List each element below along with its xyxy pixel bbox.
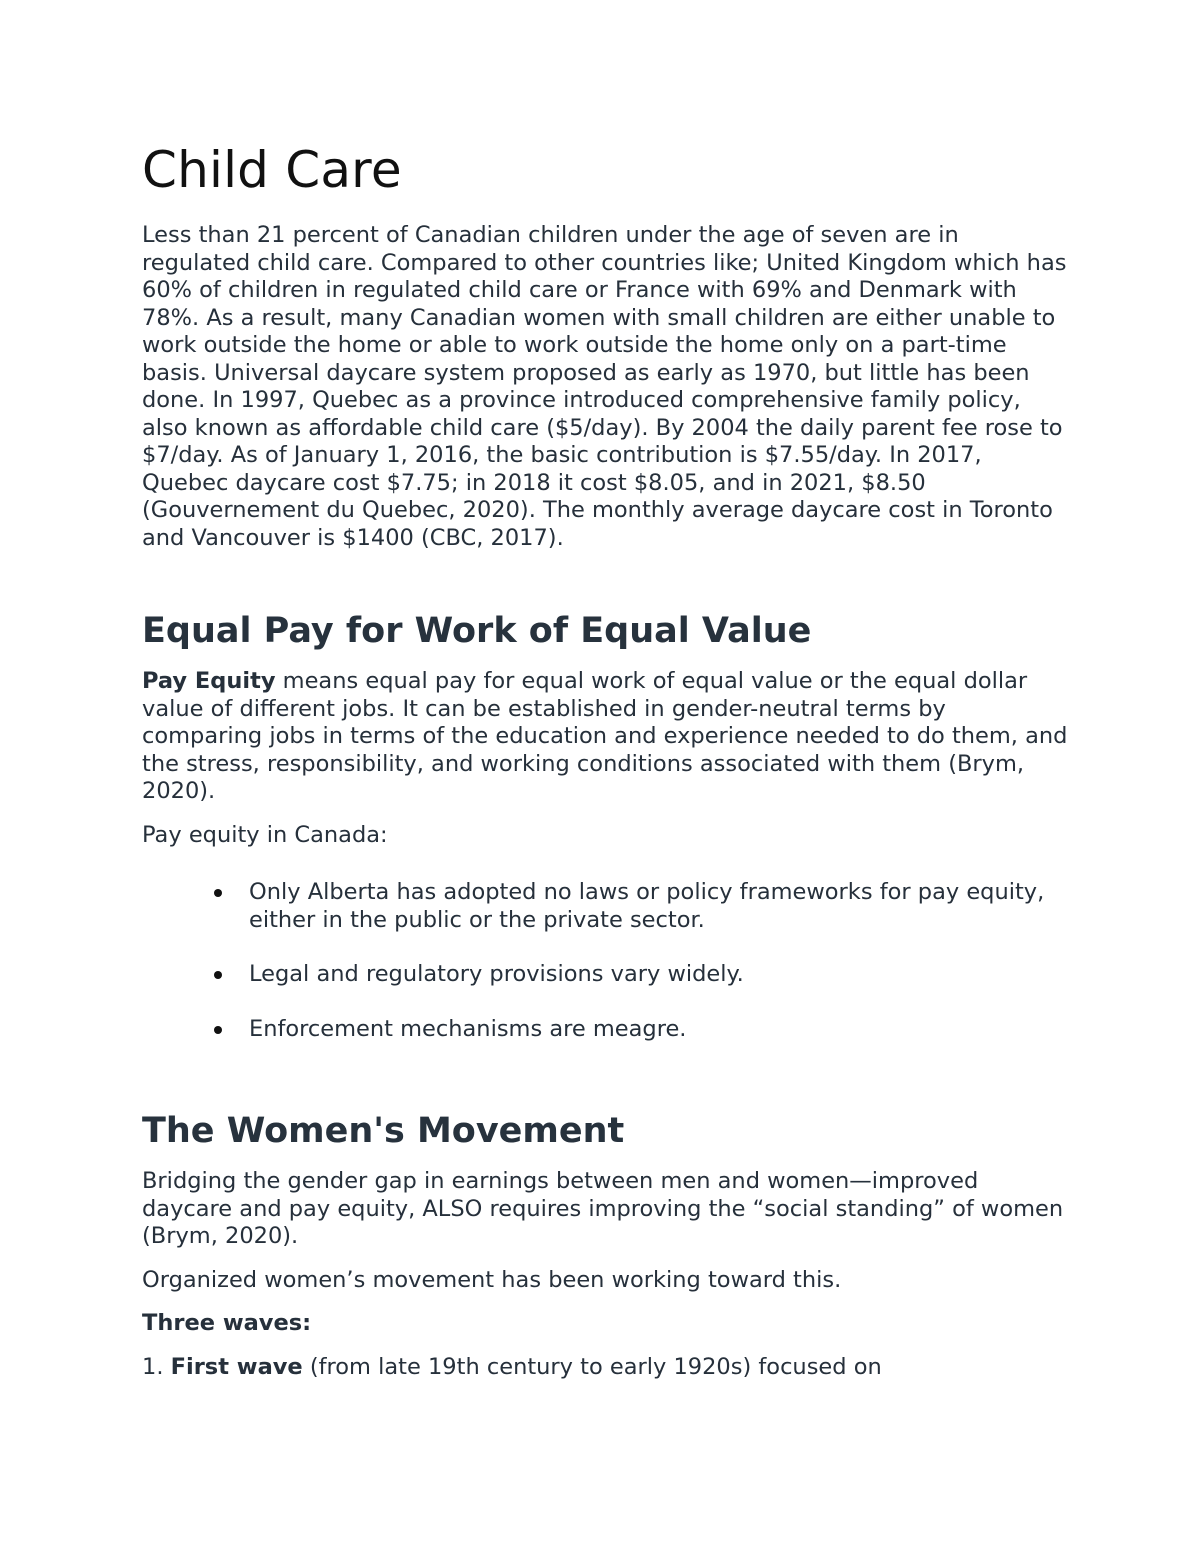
- section-spacer: [142, 568, 1072, 610]
- equal-pay-heading: Equal Pay for Work of Equal Value: [142, 611, 812, 651]
- list-item: [142, 879, 1072, 934]
- bullet-icon: [214, 971, 222, 979]
- pay-equity-intro: Pay equity in Canada:: [142, 821, 388, 848]
- child-care-paragraph: Less than 21 percent of Canadian children under the age of seven are in regulated child care. Compared to other countries like; United Kingdom which has 60% of children in regulated child care or France with 69% and Denmark with 78%. As a result, many Canadian women with small children are either unable to work outside the home or able to work outside the home only on a part-time basis. Universal daycare system proposed as early as 1970, but little has been done. In 1997, Quebec as a province introduced comprehensive family policy, also known as affordable child care ($5/day). By 2004 the daily parent fee rose to $7/day. As of January 1, 2016, the basic contribution is $7.55/day. In 2017, Quebec daycare cost $7.75; in 2018 it cost $8.05, and in 2021, $8.50 (Gouvernement du Quebec, 2020). The monthly average daycare cost in Toronto and Vancouver is $1400 (CBC, 2017).: [142, 222, 1067, 551]
- child-care-heading: Child Care: [142, 141, 402, 199]
- bullet-icon: [214, 889, 222, 897]
- pay-equity-definition: [142, 668, 1072, 806]
- organized-movement-paragraph: Organized women’s movement has been working toward this.: [142, 1266, 842, 1293]
- list-item-text: Legal and regulatory provisions vary widely.: [249, 961, 744, 987]
- document-page: [142, 140, 1072, 1397]
- pay-equity-text: means equal pay for equal work of equal value or the equal dollar value of different jobs. It can be established in gender-neutral terms by comparing jobs in terms of the education and experience needed to do them, and the stress, responsibility, and working conditions associated with them (Brym, 2020).: [142, 668, 1068, 804]
- bullet-icon: [214, 1026, 222, 1034]
- list-item-text: Enforcement mechanisms are meagre.: [249, 1015, 687, 1042]
- list-item: [142, 1016, 1072, 1044]
- pay-equity-term: Pay Equity: [142, 668, 276, 694]
- first-wave-item: [142, 1354, 1072, 1382]
- pay-equity-list: [142, 879, 1072, 1043]
- section-spacer: [142, 1070, 1072, 1110]
- womens-movement-paragraph: Bridging the gender gap in earnings between men and women—improved daycare and pay equity, ALSO requires improving the “social standing” of women (Brym, 2020).: [142, 1168, 1064, 1249]
- womens-movement-heading: The Women's Movement: [142, 1111, 625, 1151]
- three-waves-label: [142, 1310, 1072, 1338]
- three-waves-text: Three waves:: [142, 1310, 312, 1336]
- list-item: [142, 961, 1072, 989]
- list-item-text: Only Alberta has adopted no laws or policy frameworks for pay equity, either in the public or the private sector.: [249, 879, 1045, 933]
- first-wave-text: (from late 19th century to early 1920s) focused on: [302, 1353, 882, 1380]
- first-wave-number: 1.: [142, 1353, 171, 1380]
- first-wave-term: First wave: [170, 1353, 303, 1380]
